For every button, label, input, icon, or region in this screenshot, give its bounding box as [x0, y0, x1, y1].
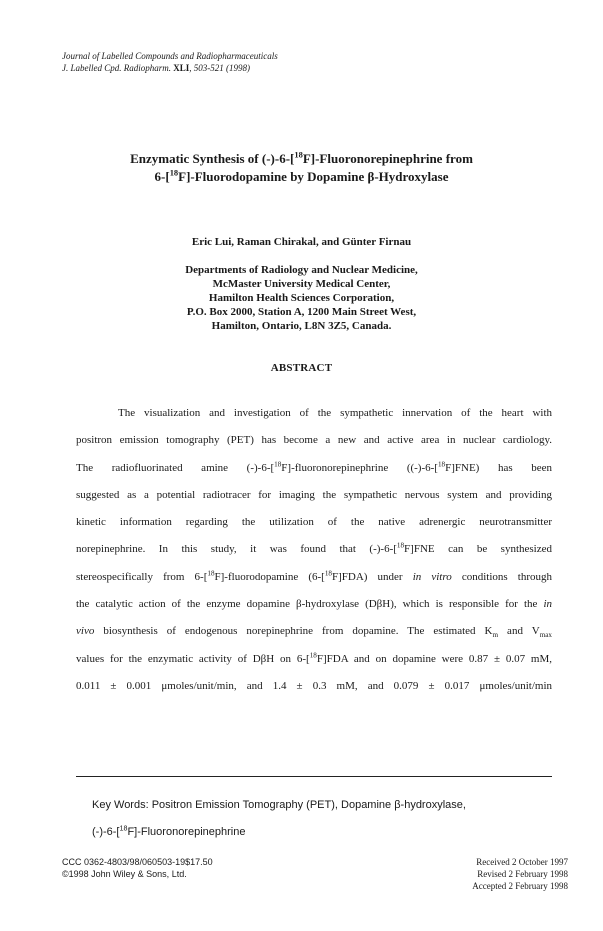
- title-line-2: 6-[$^{18}$F]-Fluorodopamine by Dopamine β-Hydroxylase: [154, 167, 449, 184]
- abstract-line: positron emission tomography (PET) has become a new and active area in nuclear cardiology.: [76, 434, 552, 447]
- keywords-line-1: Key Words: Positron Emission Tomography (PET), Dopamine β-hydroxylase,: [92, 799, 466, 811]
- affiliation-line: Hamilton Health Sciences Corporation,: [208, 292, 395, 304]
- journal-citation: J. Labelled Cpd. Radiopharm. XLI, 503-521 (1998): [62, 63, 251, 73]
- revised-date: Revised 2 February 1998: [477, 869, 568, 879]
- dates-block: [472, 856, 568, 892]
- abstract-line: norepinephrine. In this study, it was found that (-)-6-[$^{18}$F]FNE can be synthesized: [76, 541, 552, 556]
- abstract-line: kinetic information regarding the utilization of the native adrenergic neurotransmitter: [76, 516, 552, 529]
- journal-name: Journal of Labelled Compounds and Radiopharmaceuticals: [62, 51, 278, 61]
- abstract-line: stereospecifically from 6-[$^{18}$F]-fluorodopamine (6-[$^{18}$F]FDA) under in vitro conditions through: [76, 569, 552, 583]
- accepted-date: Accepted 2 February 1998: [472, 881, 568, 891]
- abstract-line: vivo biosynthesis of endogenous norepinephrine from dopamine. The estimated $K_m$ and $V_{max}$: [76, 625, 552, 640]
- abstract-body: [76, 400, 552, 700]
- keywords-line-2: (-)-6-[$^{18}$F]-Fluoronorepinephrine: [92, 824, 246, 838]
- received-date: Received 2 October 1997: [476, 857, 568, 867]
- affiliation-line: Departments of Radiology and Nuclear Medicine,: [185, 264, 418, 276]
- abstract-heading: ABSTRACT: [270, 362, 333, 374]
- abstract-line: The visualization and investigation of the sympathetic innervation of the heart with: [118, 407, 552, 419]
- keywords: [92, 792, 562, 846]
- journal-pages: 503-521 (1998): [193, 63, 251, 73]
- abstract-line: values for the enzymatic activity of DβH on 6-[$^{18}$F]FDA and on dopamine were 0.87 ± 0.07 mM,: [76, 651, 553, 665]
- ccc-code: CCC 0362-4803/98/060503-19$17.50: [62, 857, 213, 867]
- affiliation: [0, 263, 603, 333]
- journal-volume: XLI: [173, 63, 190, 73]
- affiliation-line: McMaster University Medical Center,: [212, 278, 391, 290]
- journal-header: [62, 50, 278, 74]
- affiliation-line: P.O. Box 2000, Station A, 1200 Main Street West,: [186, 306, 417, 318]
- abstract-line: the catalytic action of the enzyme dopamine β-hydroxylase (DβH), which is responsible for the in: [76, 598, 552, 611]
- authors: Eric Lui, Raman Chirakal, and Günter Firnau: [191, 236, 412, 248]
- paper-title: [40, 150, 563, 186]
- affiliation-line: Hamilton, Ontario, L8N 3Z5, Canada.: [211, 320, 392, 332]
- copyright-block: [62, 856, 213, 880]
- abstract-line: 0.011 ± 0.001 μmoles/unit/min, and 1.4 ± 0.3 mM, and 0.079 ± 0.017 μmoles/unit/min: [76, 679, 552, 692]
- abstract-line: The radiofluorinated amine (-)-6-[$^{18}$F]-fluoronorepinephrine ((-)-6-[$^{18}$F]FNE) has been: [76, 459, 552, 474]
- title-line-1: Enzymatic Synthesis of (-)-6-[$^{18}$F]-Fluoronorepinephrine from: [130, 149, 473, 166]
- abstract-line: suggested as a potential radiotracer for imaging the sympathetic nervous system and providing: [76, 488, 552, 501]
- footnote-divider: [76, 776, 552, 777]
- copyright: ©1998 John Wiley & Sons, Ltd.: [62, 869, 187, 879]
